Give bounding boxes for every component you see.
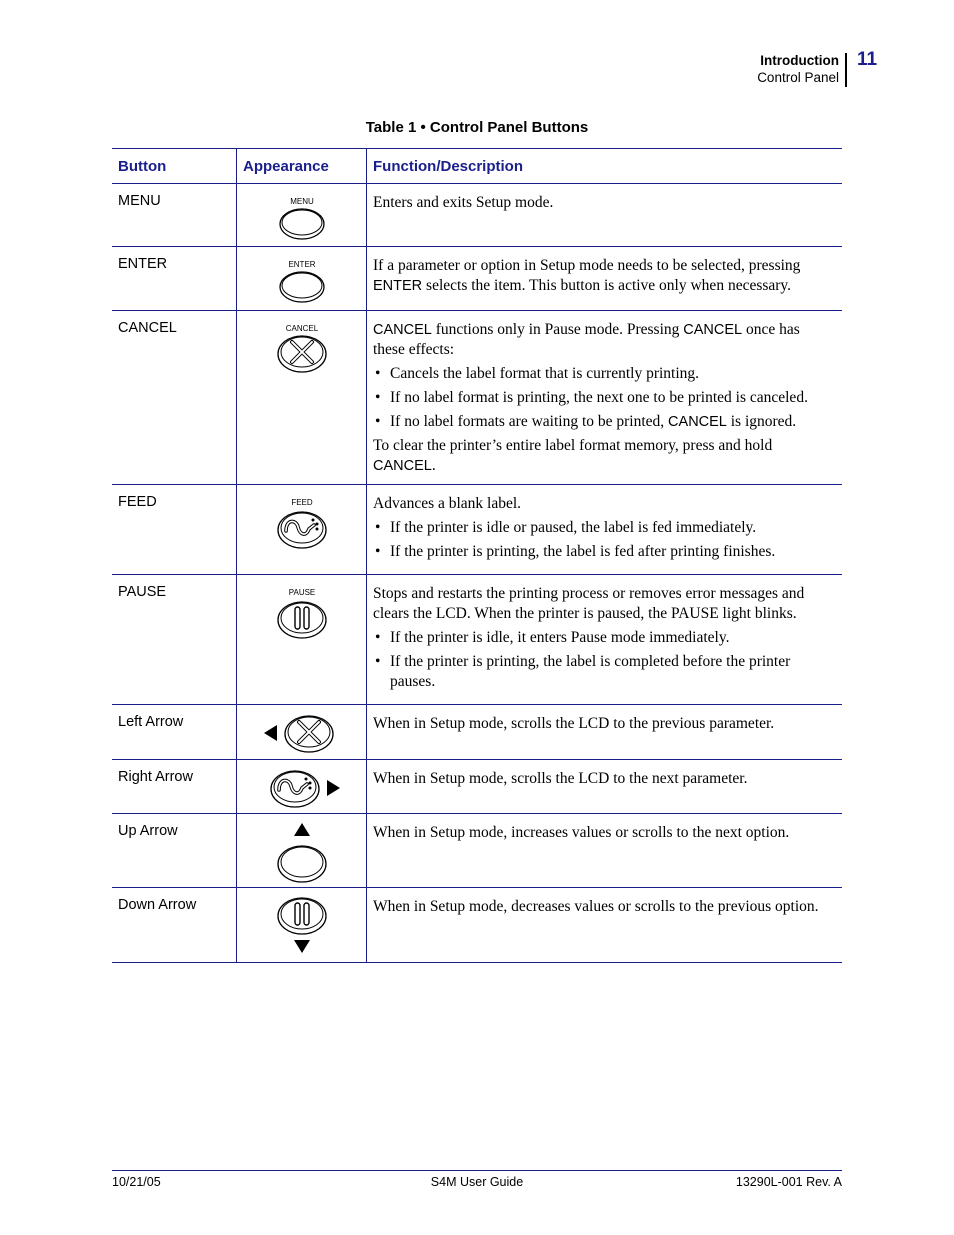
icon-caption: MENU	[289, 197, 314, 206]
button-description: Advances a blank label. • If the printer is idle or paused, the label is fed immediately. • If the printer is printing, the label is fed after printing finishes.	[367, 485, 842, 574]
bullet-item: • If no label format is printing, the next one to be printed is canceled.	[373, 388, 834, 408]
running-header	[757, 52, 839, 86]
table-header-row	[112, 149, 842, 184]
section-title: Introduction	[760, 53, 839, 68]
column-header-button: Button	[112, 149, 237, 184]
left-triangle-icon	[264, 725, 277, 741]
bullet-item: • If the printer is printing, the label is completed before the printer pauses.	[373, 652, 834, 692]
button-name: Up Arrow	[118, 823, 178, 839]
button-name: Down Arrow	[118, 897, 197, 913]
button-name: MENU	[118, 193, 161, 209]
button-description: If a parameter or option in Setup mode needs to be selected, pressing ENTER selects the item. This button is active only when necessary.	[373, 257, 801, 294]
button-description: Stops and restarts the printing process or removes error messages and clears the LCD. When the printer is paused, the PAUSE light blinks. • If the printer is idle, it enters Pause mode immediately. • If the printer is printing, the label is completed before the printer pauses.	[367, 575, 842, 704]
table-row	[112, 485, 842, 575]
bullet-item: • If the printer is idle or paused, the label is fed immediately.	[373, 518, 834, 538]
down-arrow-button-icon	[237, 888, 366, 958]
icon-caption: ENTER	[287, 260, 316, 269]
header-divider	[845, 53, 847, 87]
button-description: When in Setup mode, scrolls the LCD to the next parameter.	[373, 770, 748, 787]
column-header-function: Function/Description	[367, 149, 843, 184]
right-arrow-button-icon	[237, 760, 366, 810]
button-description: When in Setup mode, scrolls the LCD to the previous parameter.	[373, 715, 775, 732]
right-triangle-icon	[327, 780, 340, 796]
left-arrow-button-icon	[237, 705, 366, 755]
down-triangle-icon	[294, 940, 310, 953]
button-name: FEED	[118, 494, 157, 510]
up-arrow-button-icon	[237, 814, 366, 884]
up-triangle-icon	[294, 823, 310, 836]
table-row	[112, 760, 842, 814]
table-row	[112, 247, 842, 311]
bullet-item: • If no label formats are waiting to be printed, CANCEL is ignored.	[373, 412, 834, 432]
button-description: Enters and exits Setup mode.	[373, 194, 554, 211]
pause-button-icon	[237, 575, 366, 641]
bullet-item: • Cancels the label format that is currently printing.	[373, 364, 834, 384]
button-name: Right Arrow	[118, 769, 193, 785]
button-description: CANCEL functions only in Pause mode. Pressing CANCEL once has these effects: • Cancels the label format that is currently printing. • If no label format is printing, the next one to be printed is canceled. • If no label formats are waiting to be printed, CANCEL is ignored. To clear the printer’s entire label format memory, press and hold CANCEL.	[367, 311, 842, 484]
table-row	[112, 814, 842, 888]
control-panel-table	[112, 148, 842, 963]
feed-button-icon	[237, 485, 366, 551]
table-row	[112, 184, 842, 247]
icon-caption: FEED	[290, 498, 313, 507]
button-name: PAUSE	[118, 584, 167, 600]
icon-caption: CANCEL	[285, 324, 318, 333]
page-number: 11	[857, 49, 878, 70]
subsection-title: Control Panel	[757, 70, 839, 85]
menu-button-icon	[237, 184, 366, 244]
table-row	[112, 575, 842, 705]
table-row	[112, 311, 842, 485]
footer-guide-title: S4M User Guide	[430, 1175, 524, 1189]
button-description: When in Setup mode, increases values or scrolls to the next option.	[373, 824, 790, 841]
footer-rule	[112, 1170, 842, 1171]
footer-date: 10/21/05	[112, 1175, 161, 1189]
icon-caption: PAUSE	[288, 588, 315, 597]
bullet-item: • If the printer is printing, the label is fed after printing finishes.	[373, 542, 834, 562]
button-name: Left Arrow	[118, 714, 184, 730]
button-description: When in Setup mode, decreases values or scrolls to the previous option.	[373, 898, 819, 915]
table-title: Table 1 • Control Panel Buttons	[365, 119, 589, 136]
column-header-appearance: Appearance	[237, 149, 367, 184]
bullet-item: • If the printer is idle, it enters Pause mode immediately.	[373, 628, 834, 648]
table-row	[112, 888, 842, 963]
enter-button-icon	[237, 247, 366, 307]
footer-doc-number: 13290L-001 Rev. A	[735, 1175, 842, 1189]
button-name: CANCEL	[118, 320, 177, 336]
cancel-button-icon	[237, 311, 366, 375]
button-name: ENTER	[118, 256, 168, 272]
table-row	[112, 705, 842, 760]
